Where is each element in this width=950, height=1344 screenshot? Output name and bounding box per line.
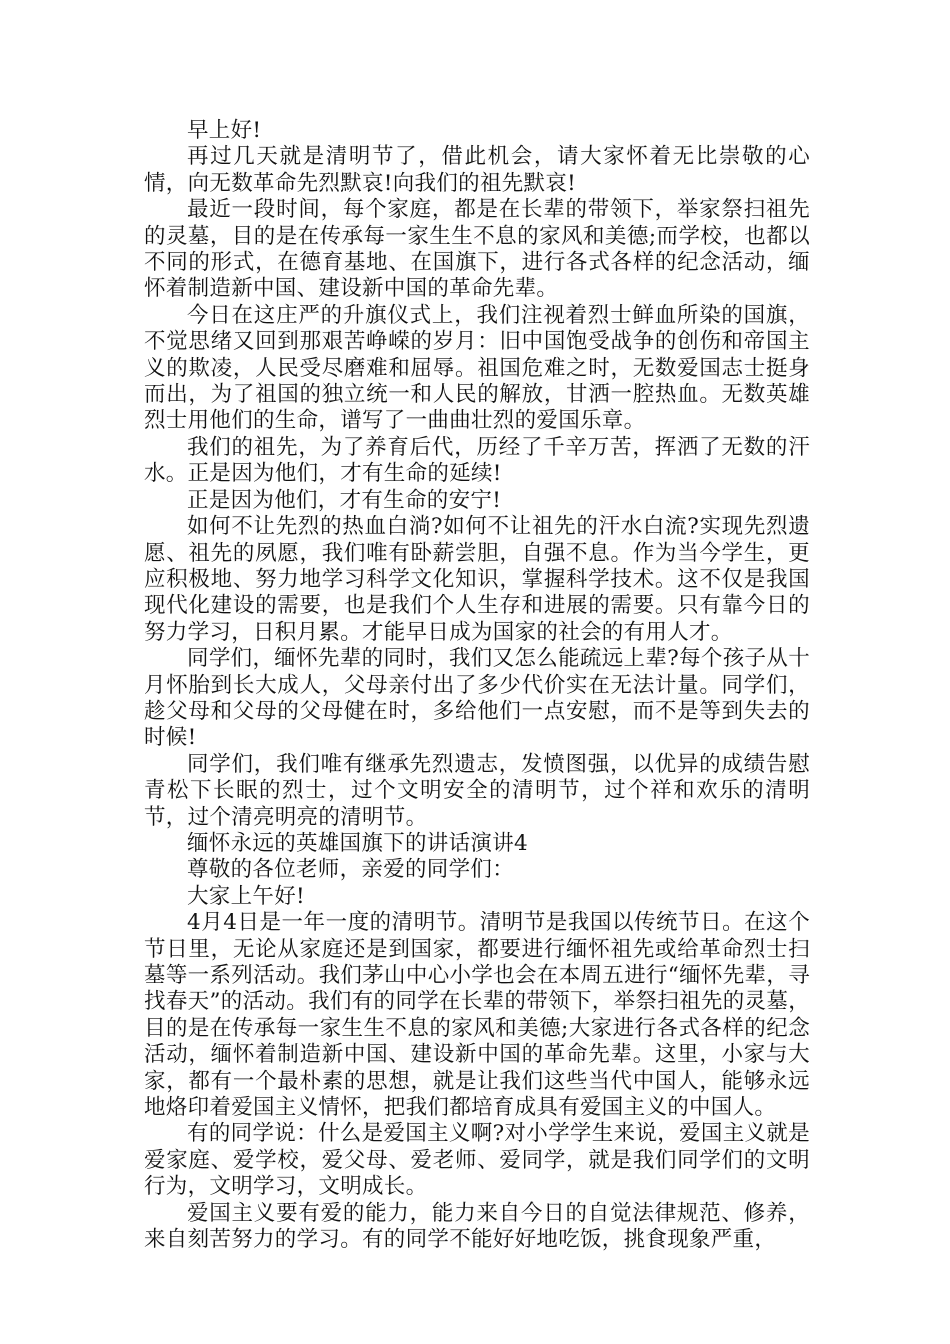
body-paragraph: 今日在这庄严的升旗仪式上，我们注视着烈士鲜血所染的国旗，不觉思绪又回到那艰苦峥嵘的岁月：旧中国饱受战争的创伤和帝国主义的欺凌，人民受尽磨难和屈辱。祖国危难之时，无数爱国志士挺身而出，为了祖国的独立统一和人民的解放，甘洒一腔热血。无数英雄烈士用他们的生命，谱写了一曲曲壮烈的爱国乐章。 [144, 302, 810, 434]
body-paragraph: 4月4日是一年一度的清明节。清明节是我国以传统节日。在这个节日里，无论从家庭还是到国家，都要进行缅怀祖先或给革命烈士扫墓等一系列活动。我们茅山中心小学也会在本周五进行“缅怀先辈，寻找春天”的活动。我们有的同学在长辈的带领下，举祭扫祖先的灵墓，目的是在传承每一家生生不息的家风和美德;大家进行各式各样的纪念活动，缅怀着制造新中国、建设新中国的革命先辈。这里，小家与大家，都有一个最朴素的思想，就是让我们这些当代中国人，能够永远地烙印着爱国主义情怀，把我们都培育成具有爱国主义的中国人。 [144, 910, 810, 1121]
body-paragraph: 同学们，我们唯有继承先烈遗志，发愤图强，以优异的成绩告慰青松下长眠的烈士，过个文明安全的清明节，过个祥和欢乐的清明节，过个清亮明亮的清明节。 [144, 751, 810, 830]
body-paragraph: 爱国主义要有爱的能力，能力来自今日的自觉法律规范、修养，来自刻苦努力的学习。有的同学不能好好地吃饭，挑食现象严重， [144, 1200, 810, 1253]
greeting-paragraph: 早上好! [187, 118, 262, 143]
body-paragraph: 我们的祖先，为了养育后代，历经了千辛万苦，挥洒了无数的汗水。正是因为他们，才有生命的延续! [144, 434, 810, 487]
speech-title: 缅怀永远的英雄国旗下的讲话演讲4 [187, 830, 528, 856]
body-paragraph: 有的同学说：什么是爱国主义啊?对小学学生来说，爱国主义就是爱家庭、爱学校，爱父母、爱老师、爱同学，就是我们同学们的文明行为，文明学习，文明成长。 [144, 1121, 810, 1200]
greeting-paragraph: 大家上午好! [187, 883, 305, 909]
body-paragraph: 正是因为他们，才有生命的安宁! [187, 487, 502, 513]
body-paragraph: 再过几天就是清明节了，借此机会，请大家怀着无比崇敬的心情，向无数革命先烈默哀!向我们的祖先默哀! [144, 144, 810, 196]
body-paragraph: 最近一段时间，每个家庭，都是在长辈的带领下，举家祭扫祖先的灵墓，目的是在传承每一家生生不息的家风和美德;而学校，也都以不同的形式，在德育基地、在国旗下，进行各式各样的纪念活动，缅怀着制造新中国、建设新中国的革命先辈。 [144, 197, 810, 302]
document-body [144, 118, 810, 1253]
body-paragraph: 如何不让先烈的热血白淌?如何不让祖先的汗水白流?实现先烈遗愿、祖先的夙愿，我们唯有卧薪尝胆，自强不息。作为当今学生，更应积极地、努力地学习科学文化知识，掌握科学技术。这不仅是我国现代化建设的需要，也是我们个人生存和进展的需要。只有靠今日的努力学习，日积月累。才能早日成为国家的社会的有用人才。 [144, 514, 810, 645]
salutation: 尊敬的各位老师，亲爱的同学们： [187, 857, 515, 883]
body-paragraph: 同学们，缅怀先辈的同时，我们又怎么能疏远上辈?每个孩子从十月怀胎到长大成人，父母亲付出了多少代价实在无法计量。同学们，趁父母和父母的父母健在时，多给他们一点安慰，而不是等到失去的时候! [144, 646, 810, 751]
